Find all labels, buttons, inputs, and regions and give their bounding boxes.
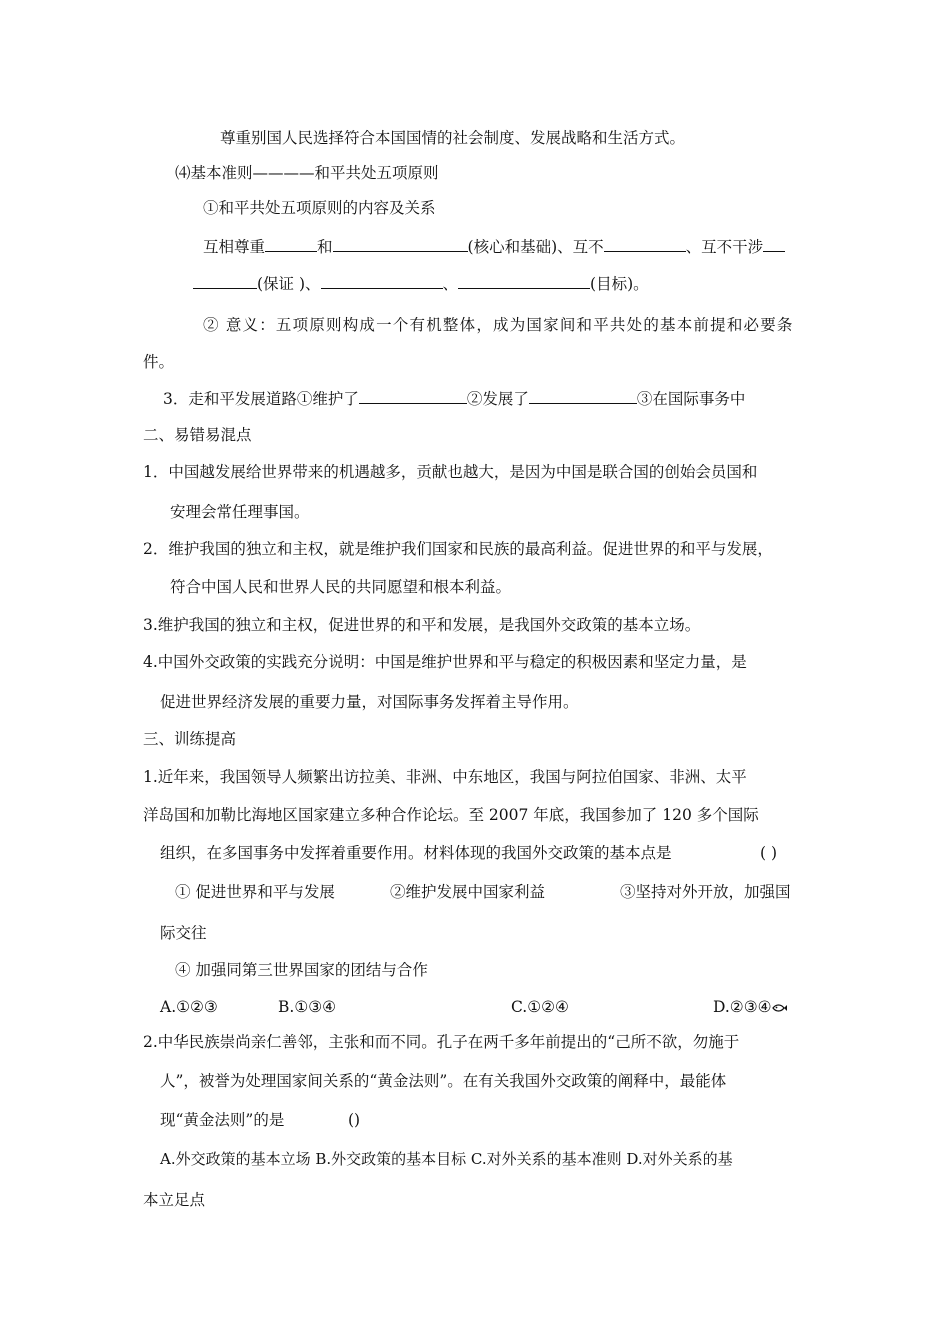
blank-9[interactable] (529, 389, 637, 404)
peace-path-prefix: 3．走和平发展道路①维护了 (163, 390, 359, 408)
section2-item3: 3.维护我国的独立和主权，促进世界的和平和发展，是我国外交政策的基本立场。 (143, 616, 701, 634)
q1-answer-paren[interactable]: ( ) (760, 844, 778, 862)
blank-7[interactable] (458, 274, 590, 289)
fill-text-3: (核心和基础)、互不 (467, 238, 604, 256)
q2-choices-line1: A.外交政策的基本立场 B.外交政策的基本目标 C.对外关系的基本准则 D.对外关系的基 (160, 1150, 733, 1168)
blank-1[interactable] (265, 237, 317, 252)
q1-line1: 1.近年来，我国领导人频繁出访拉美、非洲、中东地区，我国与阿拉伯国家、非洲、太平 (143, 768, 747, 786)
section2-item2-line1: 2．维护我国的独立和主权，就是维护我们国家和民族的最高利益。促进世界的和平与发展， (143, 540, 773, 558)
peace-path-suffix: ③在国际事务中 (636, 390, 746, 408)
blank-5[interactable] (193, 274, 257, 289)
q1-choice-c[interactable]: C.①②④ (511, 998, 569, 1016)
blank-4[interactable] (763, 237, 785, 252)
q1-choice-d-wrap (713, 997, 788, 1017)
section2-item1-line1: 1．中国越发展给世界带来的机遇越多，贡献也越大，是因为中国是联合国的创始会员国和 (143, 463, 758, 481)
blank-2[interactable] (333, 237, 468, 252)
fill-text-4: 、互不干涉 (685, 238, 764, 256)
q1-choice-d[interactable]: D.②③④ (713, 998, 772, 1016)
section2-heading: 二、易错易混点 (143, 426, 252, 444)
principles-fill-line2 (193, 274, 649, 294)
section2-item1-line2: 安理会常任理事国。 (170, 503, 310, 521)
section3-heading: 三、训练提高 (143, 730, 237, 748)
point4-heading: ⑷基本准则————和平共处五项原则 (175, 164, 439, 182)
section2-item4-line1: 4.中国外交政策的实践充分说明：中国是维护世界和平与稳定的积极因素和坚定力量，是 (143, 653, 747, 671)
q2-answer-paren[interactable]: () (348, 1111, 361, 1129)
q1-line3: 组织，在多国事务中发挥着重要作用。材料体现的我国外交政策的基本点是 (160, 844, 672, 862)
q2-line1: 2.中华民族崇尚亲仁善邻，主张和而不同。孔子在两千多年前提出的“己所不欲，勿施于 (143, 1033, 740, 1051)
blank-6[interactable] (321, 274, 443, 289)
q1-option-3: ③坚持对外开放，加强国 (620, 883, 791, 901)
q2-line2: 人”，被誉为处理国家间关系的“黄金法则”。在有关我国外交政策的阐释中，最能体 (160, 1072, 727, 1090)
q1-choice-b[interactable]: B.①③④ (278, 998, 337, 1016)
fill-text-2: 和 (317, 238, 333, 256)
respect-line: 尊重别国人民选择符合本国国情的社会制度、发展战略和生活方式。 (220, 129, 686, 147)
peace-path-mid: ②发展了 (466, 390, 529, 408)
principles-fill-line1 (203, 237, 785, 257)
blank-3[interactable] (604, 237, 686, 252)
fish-mark-icon (772, 1003, 788, 1013)
q2-line3: 现“黄金法则”的是 (160, 1111, 285, 1129)
meaning-line1: ② 意义：五项原则构成一个有机整体，成为国家间和平共处的基本前提和必要条 (203, 316, 794, 334)
q2-choices-line2: 本立足点 (143, 1191, 206, 1209)
meaning-line2: 件。 (143, 353, 175, 371)
blank-8[interactable] (359, 389, 467, 404)
principles-subheading: ①和平共处五项原则的内容及关系 (203, 199, 436, 217)
section2-item4-line2: 促进世界经济发展的重要力量，对国际事务发挥着主导作用。 (160, 693, 579, 711)
q1-option-1: ① 促进世界和平与发展 (175, 883, 335, 901)
fill-text-1: 互相尊重 (203, 238, 266, 256)
fill-text-7: (目标)。 (590, 275, 649, 293)
peace-path-line (163, 389, 745, 409)
q1-choice-a[interactable]: A.①②③ (160, 998, 218, 1016)
q1-option-4: ④ 加强同第三世界国家的团结与合作 (175, 961, 428, 979)
fill-text-5: (保证 )、 (257, 275, 321, 293)
q1-line2: 洋岛国和加勒比海地区国家建立多种合作论坛。至 2007 年底，我国参加了 120 多个国际 (143, 806, 759, 824)
q1-option-2: ②维护发展中国家利益 (390, 883, 546, 901)
q1-option-3-cont: 际交往 (160, 924, 207, 942)
section2-item2-line2: 符合中国人民和世界人民的共同愿望和根本利益。 (170, 578, 512, 596)
fill-text-6: 、 (442, 275, 459, 293)
